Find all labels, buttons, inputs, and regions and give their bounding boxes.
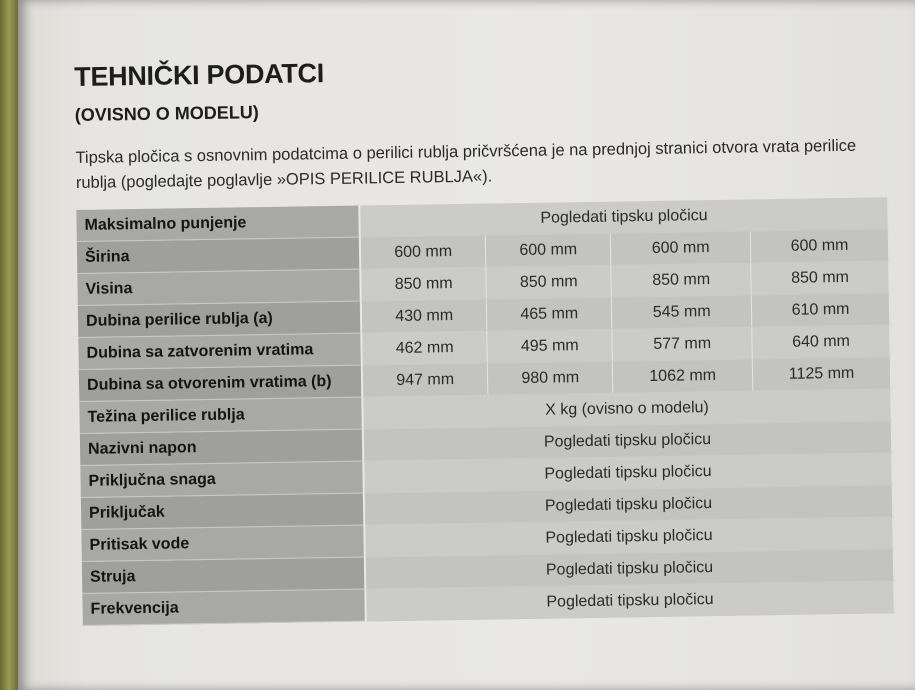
row-label: Dubina sa zatvorenim vratima [78, 333, 361, 369]
row-value: 462 mm [361, 331, 487, 365]
row-value: Pogledati tipsku pločicu [365, 549, 894, 589]
row-value: 495 mm [487, 329, 612, 363]
row-value: 980 mm [488, 361, 613, 395]
row-value: 600 mm [486, 233, 611, 267]
row-value: 850 mm [751, 261, 889, 295]
row-label: Frekvencija [82, 589, 365, 625]
row-label: Nazivni napon [80, 429, 363, 465]
row-value: 577 mm [612, 327, 752, 361]
row-value: Pogledati tipsku pločicu [363, 453, 892, 493]
spec-table [76, 197, 894, 626]
row-value: 1062 mm [613, 359, 753, 393]
row-value: 465 mm [487, 297, 612, 331]
intro-paragraph: Tipska pločica s osnovnim podatcima o perilici rublja pričvršćena je na prednjoj stranici otvora vrata perilice rublja (pogledajte poglavlje »OPIS PERILICE RUBLJA«). [75, 136, 857, 192]
book-spine [0, 0, 18, 690]
row-value: 850 mm [360, 267, 486, 301]
manual-page [18, 0, 915, 690]
row-value: X kg (ovisno o modelu) [362, 389, 891, 429]
page-title: TEHNIČKI PODATCI [74, 58, 325, 92]
row-value: 610 mm [751, 293, 889, 327]
row-value: Pogledati tipsku pločicu [364, 517, 893, 557]
row-value: Pogledati tipsku pločicu [359, 197, 888, 237]
row-value: Pogledati tipsku pločicu [364, 485, 893, 525]
row-value: 545 mm [612, 295, 752, 329]
row-label: Dubina perilice rublja (a) [78, 301, 361, 337]
row-value: Pogledati tipsku pločicu [365, 581, 894, 621]
page-content [74, 49, 913, 626]
row-value: 1125 mm [752, 357, 890, 391]
row-value: 850 mm [486, 265, 611, 299]
row-label: Težina perilice rublja [79, 397, 362, 433]
row-value: 430 mm [361, 299, 487, 333]
row-value: 640 mm [752, 325, 890, 359]
row-value: 947 mm [362, 363, 488, 397]
page-subtitle: (OVISNO O MODELU) [74, 102, 259, 125]
row-label: Širina [77, 237, 360, 273]
row-label: Maksimalno punjenje [76, 206, 359, 242]
row-value: 850 mm [611, 263, 751, 297]
row-label: Priključak [81, 493, 364, 529]
row-label: Dubina sa otvorenim vratima (b) [79, 365, 362, 401]
row-label: Priključna snaga [80, 461, 363, 497]
row-value: Pogledati tipsku pločicu [363, 421, 892, 461]
row-value: 600 mm [360, 235, 486, 269]
row-label: Visina [77, 269, 360, 305]
row-value: 600 mm [750, 229, 888, 263]
row-value: 600 mm [611, 231, 751, 265]
row-label: Pritisak vode [81, 525, 364, 561]
row-label: Struja [82, 557, 365, 593]
